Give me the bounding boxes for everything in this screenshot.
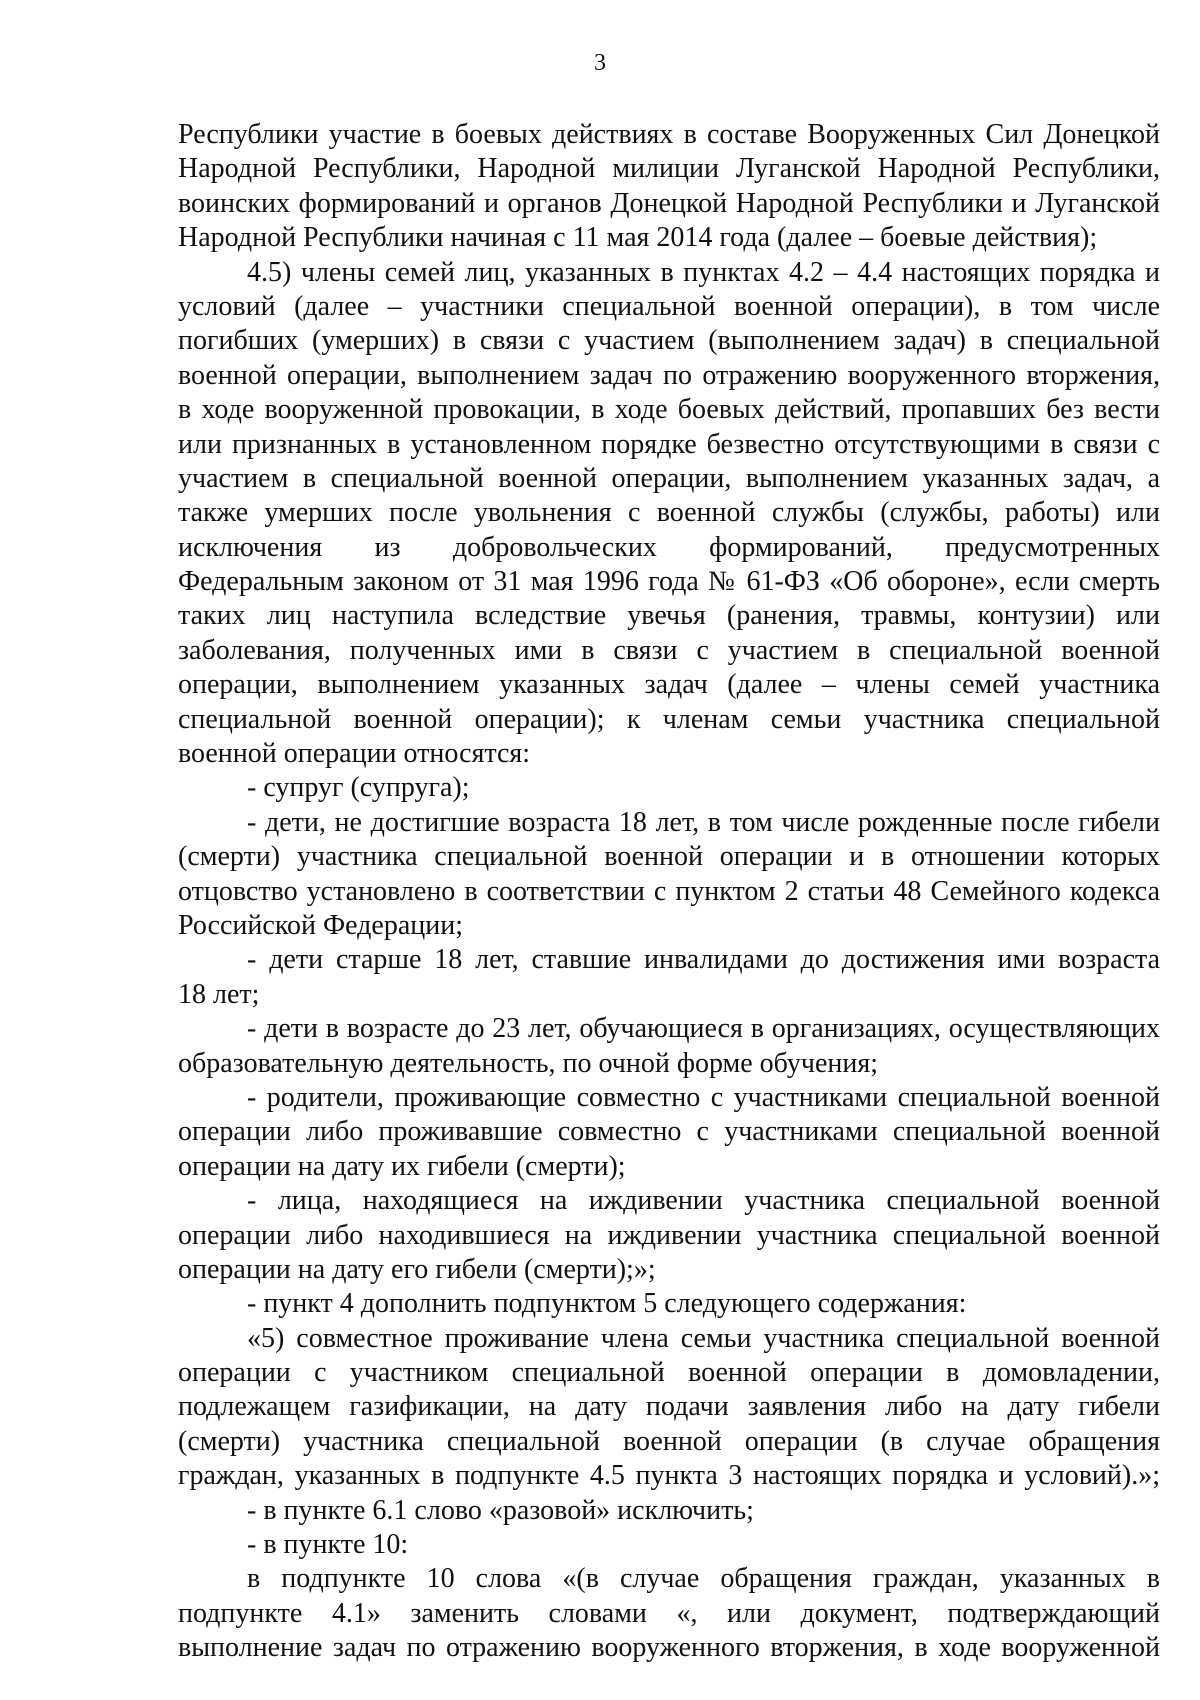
text-line: - в пункте 10: [247, 1529, 409, 1561]
text-line: заболевания, полученных ими в связи с участием в специальной военной [178, 634, 1160, 666]
page-number: 3 [594, 50, 606, 76]
text-line: операции на дату его гибели (смерти);»; [178, 1253, 656, 1285]
text-line: образовательную деятельность, по очной форме обучения; [178, 1047, 878, 1079]
text-line: операции либо находившиеся на иждивении участника специальной военной [178, 1219, 1160, 1251]
text-line: - дети в возрасте до 23 лет, обучающиеся в организациях, осуществляющих [247, 1013, 1160, 1045]
text-line: подпункте 4.1» заменить словами «, или документ, подтверждающий [178, 1597, 1160, 1629]
text-line: Народной Республики, Народной милиции Луганской Народной Республики, [178, 153, 1160, 185]
text-line: выполнение задач по отражению вооруженного вторжения, в ходе вооруженной [178, 1632, 1160, 1664]
text-line: (смерти) участника специальной военной операции и в отношении которых [178, 841, 1160, 873]
text-line: таких лиц наступила вследствие увечья (ранения, травмы, контузии) или [178, 600, 1160, 632]
text-line: операции на дату их гибели (смерти); [178, 1150, 626, 1182]
text-line: (смерти) участника специальной военной операции (в случае обращения [178, 1425, 1160, 1457]
text-line: подлежащем газификации, на дату подачи заявления либо на дату гибели [178, 1391, 1160, 1423]
document-body [178, 118, 1160, 1666]
text-line: - в пункте 6.1 слово «разовой» исключить; [247, 1494, 754, 1526]
text-line: условий (далее – участники специальной военной операции), в том числе [178, 290, 1160, 322]
text-line: специальной военной операции); к членам семьи участника специальной [178, 703, 1160, 735]
text-line: - дети, не достигшие возраста 18 лет, в том числе рожденные после гибели [247, 806, 1160, 838]
text-line: 18 лет; [178, 978, 260, 1010]
text-line: или признанных в установленном порядке безвестно отсутствующими в связи с [178, 428, 1160, 460]
text-line: - дети старше 18 лет, ставшие инвалидами до достижения ими возраста [247, 944, 1160, 976]
text-line: 4.5) члены семей лиц, указанных в пунктах 4.2 – 4.4 настоящих порядка и [247, 256, 1160, 288]
text-line: участием в специальной военной операции, выполнением указанных задач, а [178, 462, 1160, 494]
text-line: Российской Федерации; [178, 909, 464, 941]
text-line: в ходе вооруженной провокации, в ходе боевых действий, пропавших без вести [178, 394, 1160, 426]
text-line: погибших (умерших) в связи с участием (выполнением задач) в специальной [178, 325, 1160, 357]
text-line: отцовство установлено в соответствии с пунктом 2 статьи 48 Семейного кодекса [178, 875, 1160, 907]
text-line: - лица, находящиеся на иждивении участника специальной военной [247, 1185, 1160, 1217]
text-line: воинских формирований и органов Донецкой Народной Республики и Луганской [178, 187, 1160, 219]
text-line: операции с участником специальной военной операции в домовладении, [178, 1357, 1160, 1389]
text-line: «5) совместное проживание члена семьи участника специальной военной [247, 1322, 1160, 1354]
text-line: - супруг (супруга); [247, 772, 470, 804]
text-line: Республики участие в боевых действиях в составе Вооруженных Сил Донецкой [178, 119, 1160, 150]
text-line: военной операции относятся: [178, 738, 531, 770]
text-line: также умерших после увольнения с военной службы (службы, работы) или [178, 497, 1160, 529]
text-line: - пункт 4 дополнить подпунктом 5 следующего содержания: [247, 1288, 967, 1320]
text-line: исключения из добровольческих формирований, предусмотренных [178, 531, 1160, 563]
text-line: операции либо проживавшие совместно с участниками специальной военной [178, 1116, 1160, 1148]
text-line: военной операции, выполнением задач по отражению вооруженного вторжения, [178, 359, 1160, 391]
text-line: операции, выполнением указанных задач (далее – члены семей участника [178, 669, 1160, 701]
text-line: граждан, указанных в подпункте 4.5 пункта 3 настоящих порядка и условий).»; [178, 1460, 1160, 1492]
text-line: - родители, проживающие совместно с участниками специальной военной [247, 1081, 1160, 1113]
text-line: Народной Республики начиная с 11 мая 2014 года (далее – боевые действия); [178, 222, 1098, 254]
text-line: Федеральным законом от 31 мая 1996 года № 61-ФЗ «Об обороне», если смерть [178, 566, 1160, 598]
text-line: в подпункте 10 слова «(в случае обращения граждан, указанных в [247, 1563, 1160, 1595]
